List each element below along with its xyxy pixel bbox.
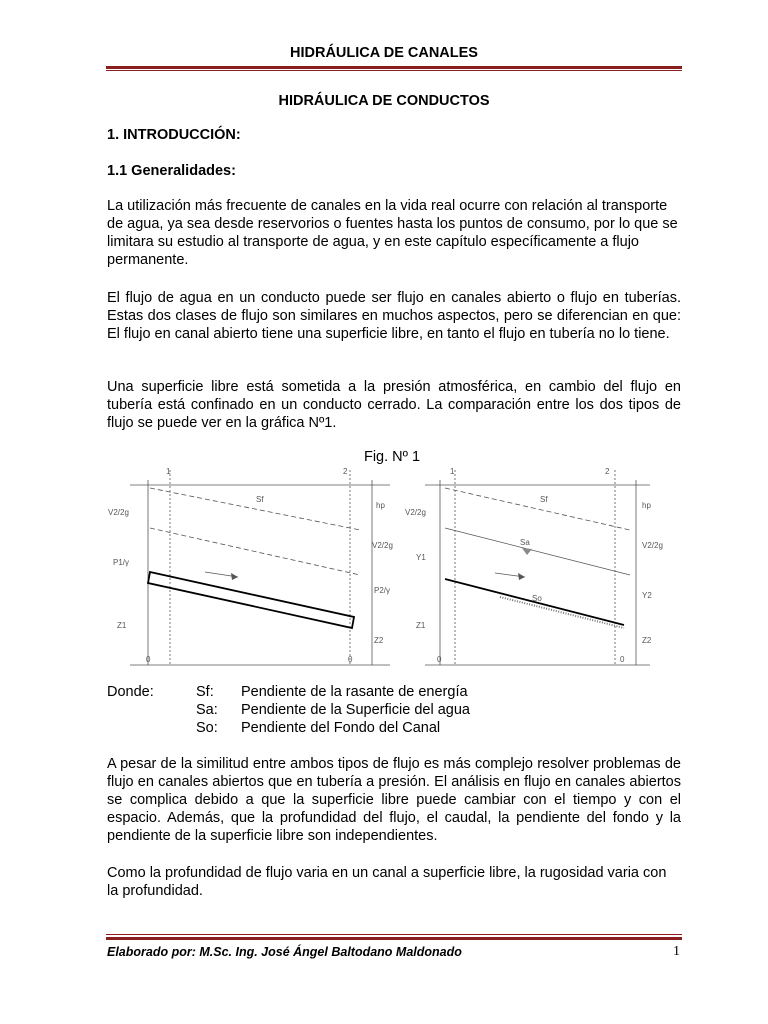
right-label-hp: hp [642, 501, 651, 510]
section-title: HIDRÁULICA DE CONDUCTOS [278, 93, 490, 109]
left-label-hp: hp [376, 501, 385, 510]
running-header-title: HIDRÁULICA DE CANALES [290, 45, 478, 61]
paragraph-1: La utilización más frecuente de canales en la vida real ocurre con relación al transporte de agua, ya sea desde reservorios o fuentes hasta los puntos de consumo, por lo que se limitara su estudio al transporte de agua, y en este capítulo específicamente a flujo permanente. [107, 198, 678, 268]
right-energy-grade-line [445, 488, 630, 530]
paragraph-3: Una superficie libre está sometida a la presión atmosférica, en cambio del flujo en tubería está confinado en un conducto cerrado. La comparación entre los dos tipos de flujo se puede ver en la gráfica Nº1. [107, 379, 681, 431]
left-label-p2: P2/γ [374, 586, 391, 595]
right-label-z2: Z2 [642, 636, 652, 645]
footer-rule-thick [106, 937, 682, 940]
paragraph-2: El flujo de agua en un conducto puede ser flujo en canales abierto o flujo en tuberías. Estas dos clases de flujo son similares en muchos aspectos, pero se diferencian en que: El flujo en canal abierto tiene una superficie libre, en tanto el flujo en tubería no lo tiene. [107, 290, 681, 342]
left-label-z1: Z1 [117, 621, 127, 630]
right-label-v2g-left: V2/2g [405, 508, 426, 517]
left-label-sf: Sf [256, 495, 264, 504]
legend-descriptions [241, 683, 470, 737]
legend-symbols [196, 683, 218, 737]
footer-rule-thin [106, 934, 682, 935]
right-label-y1: Y1 [416, 553, 426, 562]
legend-text-so: Pendiente del Fondo del Canal [241, 720, 441, 736]
paragraph-5: Como la profundidad de flujo varia en un canal a superficie libre, la rugosidad varia con la profundidad. [107, 865, 667, 899]
figure-caption: Fig. Nº 1 [363, 449, 421, 465]
page-number: 1 [673, 944, 680, 959]
paragraph-4: A pesar de la similitud entre ambos tipos de flujo es más complejo resolver problemas de flujo en canales abiertos que en tubería a presión. El análisis en flujo en canales abiertos se complica debido a que la superficie libre puede cambiar con el tiempo y con el espacio. Además, que la profundidad del flujo, el caudal, la pendiente del fondo y la pendiente de la superficie libre son independientes. [107, 756, 681, 844]
right-label-sa: Sa [520, 538, 530, 547]
left-label-section-2: 2 [343, 467, 348, 476]
left-pipe [148, 572, 354, 628]
legend-symbol-sa: Sa: [196, 702, 218, 718]
right-label-z1: Z1 [416, 621, 426, 630]
left-label-p1: P1/γ [113, 558, 130, 567]
water-surface-triangle-icon [522, 548, 532, 555]
left-label-v2g-right: V2/2g [372, 541, 393, 550]
legend-text-sa: Pendiente de la Superficie del agua [241, 702, 470, 718]
heading-introduccion: 1. INTRODUCCIÓN: [107, 127, 241, 143]
right-label-section-1: 1 [450, 467, 455, 476]
legend-text-sf: Pendiente de la rasante de energía [241, 684, 468, 700]
heading-generalidades: 1.1 Generalidades: [107, 163, 236, 179]
right-water-surface-line [445, 528, 630, 575]
legend-donde-label: Donde: [107, 684, 154, 700]
right-label-y2: Y2 [642, 591, 652, 600]
left-label-v2g-left: V2/2g [108, 508, 129, 517]
right-bed-hatching [500, 597, 624, 628]
left-label-section-1: 1 [166, 467, 171, 476]
left-energy-grade-line [150, 488, 360, 530]
right-label-datum-2: 0 [620, 655, 625, 664]
header-rule-thin [106, 70, 682, 71]
right-label-v2g-right: V2/2g [642, 541, 663, 550]
left-label-z2: Z2 [374, 636, 384, 645]
right-label-so: So [532, 594, 542, 603]
flow-comparison-figure [0, 460, 768, 672]
left-hydraulic-grade-line [150, 528, 360, 575]
footer-author: Elaborado por: M.Sc. Ing. José Ángel Baltodano Maldonado [107, 945, 462, 959]
right-label-section-2: 2 [605, 467, 610, 476]
right-label-datum-1: 0 [437, 655, 442, 664]
left-label-datum-1: 0 [146, 655, 151, 664]
right-label-sf: Sf [540, 495, 548, 504]
left-label-datum-2: 0 [348, 655, 353, 664]
legend-symbol-so: So: [196, 720, 218, 736]
legend-symbol-sf: Sf: [196, 684, 214, 700]
header-rule-thick [106, 66, 682, 69]
